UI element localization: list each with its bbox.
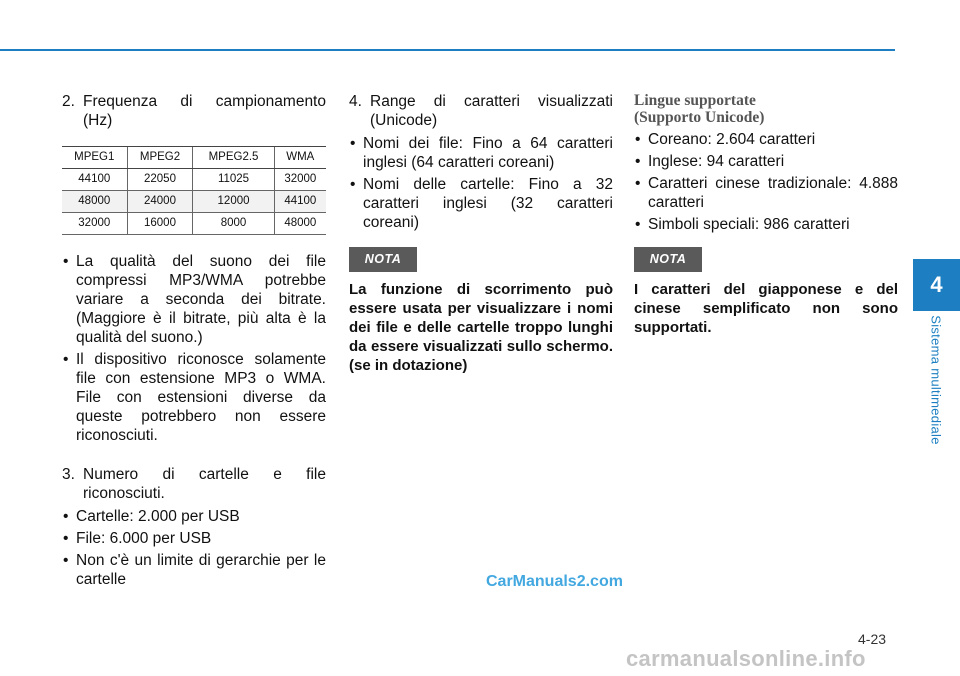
nota-text: I caratteri del giapponese e del cinese semplificato non sono supportati. bbox=[634, 281, 898, 336]
item-number: 3. bbox=[62, 466, 75, 483]
table-row bbox=[62, 191, 326, 213]
table-cell: 22050 bbox=[127, 169, 193, 191]
item-title: Range di caratteri visualizzati bbox=[370, 93, 613, 110]
table-row bbox=[62, 213, 326, 235]
table-cell: 12000 bbox=[193, 191, 274, 213]
list-item: • Cartelle: 2.000 per USB bbox=[63, 508, 240, 525]
list-item: • Caratteri cinese tradizionale: 4.888 caratteri bbox=[635, 175, 898, 211]
list-item: • Nomi delle cartelle: Fino a 32 caratteri inglesi (32 caratteri coreani) bbox=[350, 176, 613, 231]
table-header: MPEG2.5 bbox=[193, 147, 274, 169]
list-item-text: La qualità del suono dei file compressi MP3/WMA potrebbe variare a seconda dei bitrate. (Maggiore è il bitrate, più alta è la qualità del suono.) bbox=[76, 253, 326, 346]
list-item-text: Il dispositivo riconosce solamente file con estensione MP3 o WMA. File con estensioni diverse da queste potrebbero non essere riconosciuti. bbox=[76, 351, 326, 444]
list-item-text: Caratteri cinese tradizionale: 4.888 caratteri bbox=[648, 175, 898, 211]
page-number: 4-23 bbox=[858, 631, 887, 647]
character-range-list bbox=[349, 134, 613, 232]
item-2-heading bbox=[62, 92, 326, 111]
nota-text: La funzione di scorrimento può essere usata per visualizzare i nomi dei file e delle cartelle troppo lunghi da essere visualizzati sullo schermo. (se in dotazione) bbox=[349, 281, 613, 374]
list-item-text: Non c'è un limite di gerarchie per le cartelle bbox=[76, 552, 326, 588]
chapter-label: Sistema multimediale bbox=[928, 315, 944, 445]
list-item: • Coreano: 2.604 caratteri bbox=[635, 131, 816, 148]
table-cell: 48000 bbox=[274, 213, 326, 235]
item-title-cont: riconosciuti. bbox=[83, 485, 165, 502]
table-cell: 32000 bbox=[62, 213, 127, 235]
table-cell: 8000 bbox=[193, 213, 274, 235]
footer-watermark: carmanualsonline.info bbox=[626, 646, 866, 671]
item-4-heading bbox=[349, 92, 613, 111]
list-item-text: Nomi delle cartelle: Fino a 32 caratteri inglesi (32 caratteri coreani) bbox=[363, 176, 613, 231]
table-cell: 24000 bbox=[127, 191, 193, 213]
table-cell: 44100 bbox=[62, 169, 127, 191]
list-item: • Nomi dei file: Fino a 64 caratteri inglesi (64 caratteri coreani) bbox=[350, 135, 613, 171]
table-cell: 44100 bbox=[274, 191, 326, 213]
list-item-text: Simboli speciali: 986 caratteri bbox=[648, 216, 850, 233]
item-title-cont: (Hz) bbox=[83, 112, 113, 129]
item-title: Numero di cartelle e file bbox=[83, 466, 326, 483]
table-header: MPEG2 bbox=[127, 147, 193, 169]
table-row bbox=[62, 169, 326, 191]
item-title: Frequenza di campionamento bbox=[83, 93, 326, 110]
column-2 bbox=[349, 92, 613, 375]
list-item: • File: 6.000 per USB bbox=[63, 530, 212, 547]
list-item-text: Nomi dei file: Fino a 64 caratteri inglesi (64 caratteri coreani) bbox=[363, 135, 613, 171]
sampling-rate-table bbox=[62, 146, 326, 235]
list-item-text: Inglese: 94 caratteri bbox=[648, 153, 785, 170]
list-item: • Non c'è un limite di gerarchie per le cartelle bbox=[63, 552, 326, 588]
list-item: • Il dispositivo riconosce solamente file con estensione MP3 o WMA. File con estensioni diverse da queste potrebbero non essere riconosciuti. bbox=[63, 351, 326, 444]
table-cell: 11025 bbox=[193, 169, 274, 191]
table-header: WMA bbox=[274, 147, 326, 169]
list-item: • Inglese: 94 caratteri bbox=[635, 153, 785, 170]
section-heading bbox=[634, 92, 898, 126]
header-rule bbox=[0, 49, 895, 51]
table-cell: 48000 bbox=[62, 191, 127, 213]
heading-line: Lingue supportate bbox=[634, 92, 756, 109]
table-cell: 16000 bbox=[127, 213, 193, 235]
nota-badge: NOTA bbox=[634, 247, 702, 272]
table-header: MPEG1 bbox=[62, 147, 127, 169]
table-cell: 32000 bbox=[274, 169, 326, 191]
list-item: • Simboli speciali: 986 caratteri bbox=[635, 216, 850, 233]
column-3 bbox=[634, 92, 898, 337]
folder-limits-list bbox=[62, 507, 326, 589]
quality-notes-list bbox=[62, 252, 326, 445]
item-number: 2. bbox=[62, 93, 75, 110]
table-header-row bbox=[62, 147, 326, 169]
list-item-text: Cartelle: 2.000 per USB bbox=[76, 508, 240, 525]
supported-languages-list bbox=[634, 130, 898, 234]
column-1 bbox=[62, 92, 326, 592]
item-title-cont: (Unicode) bbox=[370, 112, 438, 129]
watermark: CarManuals2.com bbox=[486, 573, 623, 590]
chapter-tab: 4 bbox=[913, 259, 960, 311]
item-number: 4. bbox=[349, 93, 362, 110]
nota-badge: NOTA bbox=[349, 247, 417, 272]
item-3-heading bbox=[62, 465, 326, 484]
list-item-text: Coreano: 2.604 caratteri bbox=[648, 131, 816, 148]
list-item: • La qualità del suono dei file compressi MP3/WMA potrebbe variare a seconda dei bitrate. (Maggiore è il bitrate, più alta è la qualità del suono.) bbox=[63, 253, 326, 346]
heading-line: (Supporto Unicode) bbox=[634, 109, 765, 126]
list-item-text: File: 6.000 per USB bbox=[76, 530, 212, 547]
